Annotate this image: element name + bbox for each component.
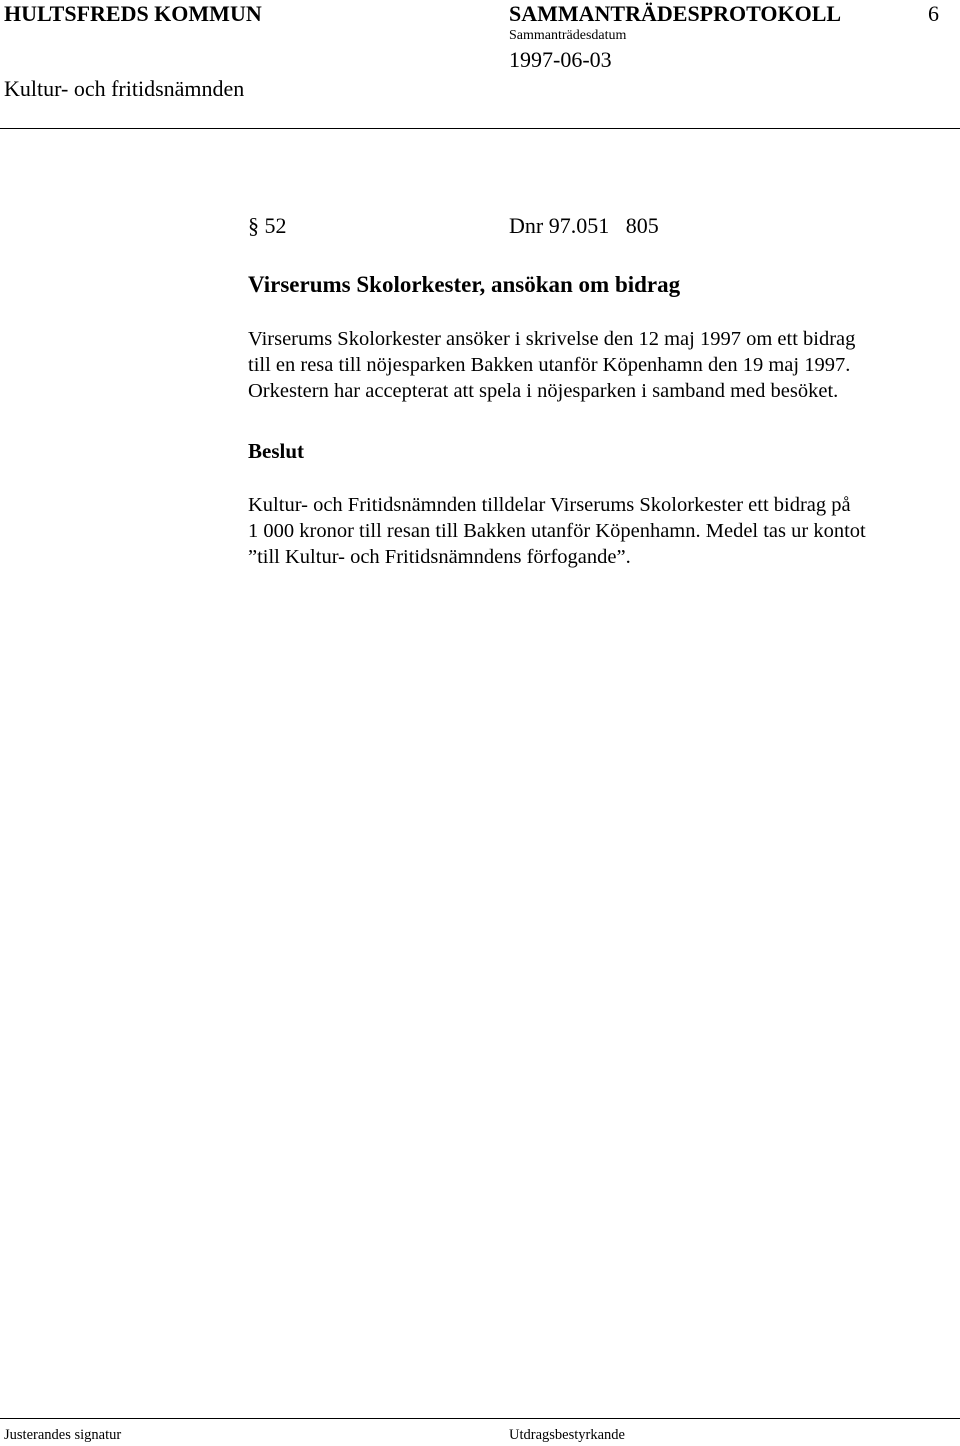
decision-line: Kultur- och Fritidsnämnden tilldelar Virserums Skolorkester ett bidrag på [248,494,851,516]
footer-divider [0,1418,960,1419]
meeting-date: 1997-06-03 [509,47,612,72]
decision-heading: Beslut [248,439,305,463]
body-line: Virserums Skolorkester ansöker i skrivelse den 12 maj 1997 om ett bidrag [248,328,856,350]
document-type: SAMMANTRÄDESPROTOKOLL [509,1,842,26]
header-divider [0,128,960,129]
certification-label: Utdragsbestyrkande [509,1427,625,1443]
body-line: till en resa till nöjesparken Bakken utanför Köpenhamn den 19 maj 1997. [248,354,851,376]
decision-body [248,492,953,570]
page-number: 6 [928,1,939,26]
organization-name: HULTSFREDS KOMMUN [4,1,262,26]
signature-label: Justerandes signatur [4,1427,122,1443]
body-line: Orkestern har accepterat att spela i nöjesparken i samband med besöket. [248,380,839,402]
meeting-date-label: Sammanträdesdatum [509,28,627,43]
item-body [248,326,953,404]
item-title: Virserums Skolorkester, ansökan om bidrag [248,272,681,297]
committee-name: Kultur- och fritidsnämnden [4,76,245,101]
decision-line: ”till Kultur- och Fritidsnämndens förfogande”. [248,546,631,568]
diary-number: Dnr 97.051 805 [509,213,659,238]
section-number: § 52 [248,213,287,238]
decision-line: 1 000 kronor till resan till Bakken utanför Köpenhamn. Medel tas ur kontot [248,520,866,542]
